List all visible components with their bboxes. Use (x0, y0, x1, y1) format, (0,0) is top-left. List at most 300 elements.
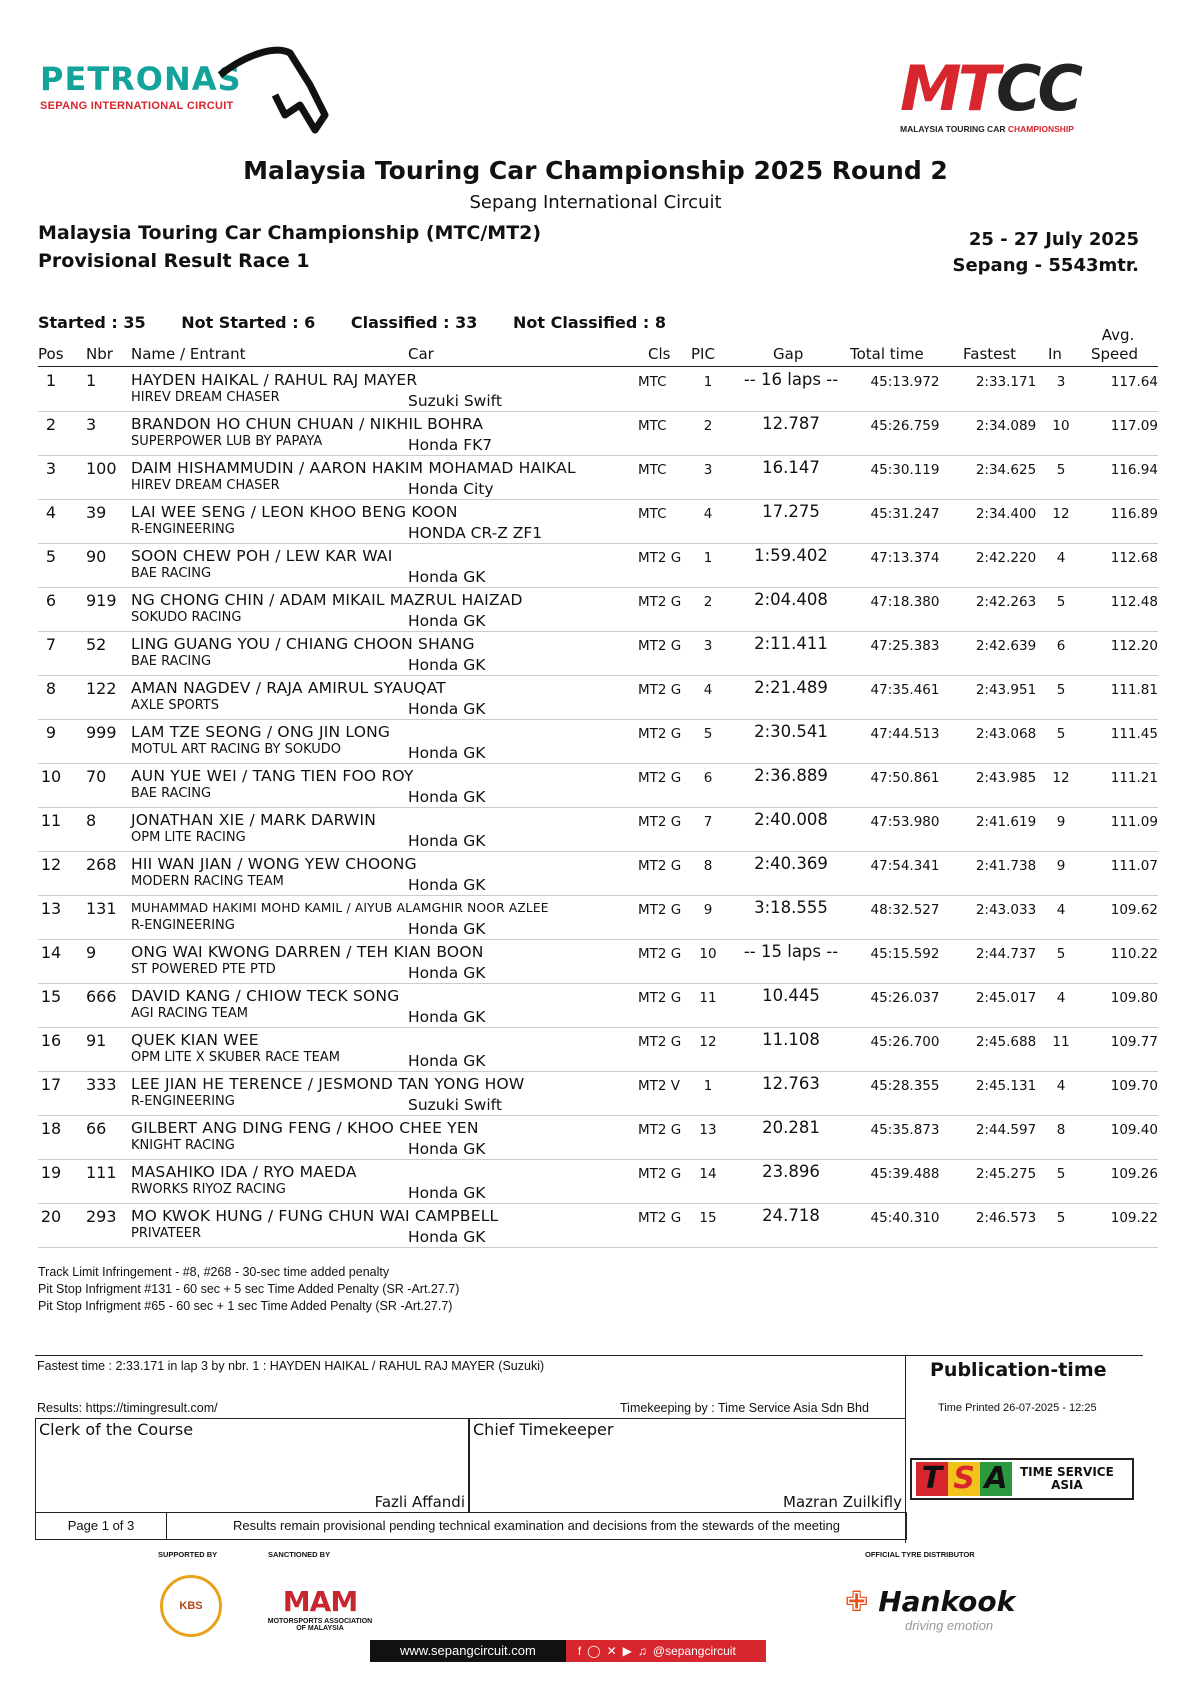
social-links[interactable] (566, 1640, 766, 1662)
fastest-lap-number-cell: 4 (1056, 550, 1066, 566)
gap-cell: 2:40.008 (754, 810, 828, 829)
position-cell: 17 (40, 1075, 62, 1094)
car-model-cell: Honda FK7 (408, 436, 493, 454)
position-in-class-cell: 14 (699, 1166, 717, 1182)
col-speed: Speed (1091, 345, 1139, 363)
class-cell: MT2 V (638, 1078, 681, 1094)
car-number-cell: 100 (86, 459, 117, 478)
position-cell: 20 (40, 1207, 62, 1226)
circuit-outline-icon (215, 45, 335, 135)
tsa-logo (910, 1458, 1134, 1500)
instagram-icon[interactable]: ◯ (587, 1644, 601, 1658)
car-number-cell: 919 (86, 591, 117, 610)
fastest-lap-number-cell: 5 (1056, 462, 1066, 478)
car-number-cell: 293 (86, 1207, 117, 1226)
entrant-cell: KNIGHT RACING (131, 1138, 235, 1153)
position-in-class-cell: 3 (703, 462, 713, 478)
table-row (38, 852, 1158, 896)
fastest-lap-cell: 2:45.275 (975, 1166, 1037, 1182)
series-name: Malaysia Touring Car Championship (MTC/MT2) (38, 222, 542, 244)
avg-speed-cell: 109.77 (1110, 1034, 1158, 1050)
gap-cell: 17.275 (762, 502, 820, 521)
gap-cell: 12.787 (762, 414, 820, 433)
fastest-lap-number-cell: 5 (1056, 1210, 1066, 1226)
note: Pit Stop Infrigment #131 - 60 sec + 5 sec Time Added Penalty (SR -Art.27.7) (38, 1282, 460, 1296)
col-total: Total time (850, 345, 924, 363)
table-row (38, 1204, 1158, 1248)
mtcc-logo (900, 52, 1130, 134)
entrant-cell: OPM LITE RACING (131, 830, 246, 845)
driver-names-cell: LEE JIAN HE TERENCE / JESMOND TAN YONG HOW (131, 1075, 525, 1093)
tsa-words: TIME SERVICE ASIA (1020, 1465, 1114, 1492)
class-cell: MT2 G (638, 770, 682, 786)
col-pic: PIC (691, 345, 715, 363)
avg-speed-cell: 109.80 (1110, 990, 1158, 1006)
chief-timekeeper-label: Chief Timekeeper (473, 1420, 614, 1439)
car-model-cell: Honda GK (408, 1140, 486, 1158)
total-time-cell: 45:26.700 (870, 1034, 940, 1050)
class-cell: MT2 G (638, 726, 682, 742)
position-cell: 11 (40, 811, 62, 830)
class-cell: MT2 G (638, 1034, 682, 1050)
publication-time-heading: Publication-time (930, 1359, 1107, 1381)
total-time-cell: 47:25.383 (870, 638, 940, 654)
position-cell: 10 (40, 767, 62, 786)
table-row (38, 500, 1158, 544)
position-cell: 19 (40, 1163, 62, 1182)
car-model-cell: Suzuki Swift (408, 1096, 502, 1114)
fastest-lap-number-cell: 4 (1056, 902, 1066, 918)
gap-cell: 23.896 (762, 1162, 820, 1181)
car-model-cell: Honda GK (408, 788, 486, 806)
table-row (38, 544, 1158, 588)
fastest-lap-number-cell: 3 (1056, 374, 1066, 390)
avg-speed-cell: 116.89 (1110, 506, 1158, 522)
petronas-subtitle: SEPANG INTERNATIONAL CIRCUIT (40, 100, 234, 112)
total-time-cell: 45:15.592 (870, 946, 940, 962)
car-number-cell: 90 (86, 547, 107, 566)
clerk-name: Fazli Affandi (374, 1493, 465, 1511)
col-cls: Cls (648, 345, 671, 363)
event-info (952, 227, 1139, 279)
car-number-cell: 70 (86, 767, 107, 786)
tsa-letters-icon: T S A (916, 1462, 1012, 1496)
table-row (38, 1116, 1158, 1160)
avg-speed-cell: 111.45 (1110, 726, 1158, 742)
entrant-cell: SUPERPOWER LUB BY PAPAYA (131, 434, 323, 449)
car-model-cell: Honda GK (408, 1008, 486, 1026)
entrant-cell: SOKUDO RACING (131, 610, 242, 625)
avg-speed-cell: 109.40 (1110, 1122, 1158, 1138)
avg-speed-cell: 109.26 (1110, 1166, 1158, 1182)
position-in-class-cell: 4 (703, 682, 713, 698)
not-started-count: Not Started : 6 (181, 313, 316, 332)
results-table-body (38, 368, 1158, 1248)
avg-speed-cell: 116.94 (1110, 462, 1158, 478)
timekeeping-line: Timekeeping by : Time Service Asia Sdn Bhd (620, 1401, 869, 1415)
class-cell: MT2 G (638, 638, 682, 654)
position-in-class-cell: 9 (703, 902, 713, 918)
position-in-class-cell: 2 (703, 594, 713, 610)
facebook-icon[interactable]: f (577, 1644, 582, 1658)
driver-names-cell: JONATHAN XIE / MARK DARWIN (131, 811, 377, 829)
results-url[interactable]: Results: https://timingresult.com/ (37, 1401, 218, 1415)
mam-subtitle: MOTORSPORTS ASSOCIATION OF MALAYSIA (267, 1618, 373, 1632)
col-gap: Gap (773, 345, 804, 363)
position-cell: 5 (45, 547, 57, 566)
driver-names-cell: HII WAN JIAN / WONG YEW CHOONG (131, 855, 417, 873)
driver-names-cell: HAYDEN HAIKAL / RAHUL RAJ MAYER (131, 371, 418, 389)
clerk-label: Clerk of the Course (39, 1420, 194, 1439)
fastest-lap-cell: 2:34.625 (975, 462, 1037, 478)
car-model-cell: Honda GK (408, 1184, 486, 1202)
driver-names-cell: LAM TZE SEONG / ONG JIN LONG (131, 723, 391, 741)
fastest-lap-number-cell: 5 (1056, 594, 1066, 610)
table-row (38, 1160, 1158, 1204)
avg-speed-cell: 112.68 (1110, 550, 1158, 566)
fastest-lap-number-cell: 5 (1056, 946, 1066, 962)
fastest-lap-cell: 2:43.985 (975, 770, 1037, 786)
venue: Sepang International Circuit (469, 192, 722, 213)
driver-names-cell: DAVID KANG / CHIOW TECK SONG (131, 987, 400, 1005)
classified-count: Classified : 33 (350, 313, 478, 332)
page-number: Page 1 of 3 (36, 1513, 167, 1539)
fastest-lap-cell: 2:43.068 (975, 726, 1037, 742)
fastest-lap-number-cell: 5 (1056, 1166, 1066, 1182)
fastest-lap-cell: 2:41.738 (975, 858, 1037, 874)
table-row (38, 764, 1158, 808)
avg-speed-cell: 111.07 (1110, 858, 1158, 874)
avg-speed-cell: 109.70 (1110, 1078, 1158, 1094)
total-time-cell: 47:44.513 (870, 726, 940, 742)
track-length: Sepang - 5543mtr. (952, 255, 1139, 276)
mtcc-wordmark-icon: MTCC (900, 52, 1080, 125)
position-in-class-cell: 1 (703, 374, 713, 390)
session-name: Provisional Result Race 1 (38, 250, 310, 272)
position-cell: 16 (40, 1031, 62, 1050)
fastest-lap-number-cell: 5 (1056, 682, 1066, 698)
car-model-cell: Honda City (408, 480, 494, 498)
tiktok-icon[interactable]: ♫ (637, 1644, 647, 1658)
table-row (38, 588, 1158, 632)
car-number-cell: 999 (86, 723, 117, 742)
avg-speed-cell: 109.62 (1110, 902, 1158, 918)
driver-names-cell: BRANDON HO CHUN CHUAN / NIKHIL BOHRA (131, 415, 484, 433)
car-number-cell: 91 (86, 1031, 107, 1050)
entrant-cell: MOTUL ART RACING BY SOKUDO (131, 742, 342, 757)
total-time-cell: 47:50.861 (870, 770, 940, 786)
gap-cell: -- 16 laps -- (743, 370, 839, 389)
position-in-class-cell: 3 (703, 638, 713, 654)
event-dates: 25 - 27 July 2025 (968, 229, 1139, 250)
avg-speed-cell: 109.22 (1110, 1210, 1158, 1226)
driver-names-cell: GILBERT ANG DING FENG / KHOO CHEE YEN (131, 1119, 479, 1137)
gap-cell: 11.108 (762, 1030, 820, 1049)
total-time-cell: 45:35.873 (870, 1122, 940, 1138)
table-row (38, 940, 1158, 984)
car-model-cell: Honda GK (408, 876, 486, 894)
entrant-cell: RWORKS RIYOZ RACING (131, 1182, 286, 1197)
entrant-cell: R-ENGINEERING (131, 918, 235, 933)
car-model-cell: Suzuki Swift (408, 392, 502, 410)
car-model-cell: Honda GK (408, 568, 486, 586)
clerk-signature-box (35, 1418, 469, 1513)
entrant-cell: HIREV DREAM CHASER (131, 478, 280, 493)
table-row (38, 896, 1158, 940)
car-number-cell: 52 (86, 635, 107, 654)
fastest-lap-cell: 2:42.639 (975, 638, 1037, 654)
entrant-cell: BAE RACING (131, 566, 212, 581)
not-classified-count: Not Classified : 8 (512, 313, 666, 332)
position-in-class-cell: 8 (703, 858, 713, 874)
driver-names-cell: LING GUANG YOU / CHIANG CHOON SHANG (131, 635, 475, 653)
fastest-lap-number-cell: 10 (1052, 418, 1070, 434)
driver-names-cell: ONG WAI KWONG DARREN / TEH KIAN BOON (131, 943, 484, 961)
car-model-cell: Honda GK (408, 832, 486, 850)
table-row (38, 456, 1158, 500)
entrant-cell: BAE RACING (131, 786, 212, 801)
fastest-lap-cell: 2:46.573 (975, 1210, 1037, 1226)
x-icon[interactable]: ✕ (606, 1644, 617, 1658)
mtcc-subtitle: MALAYSIA TOURING CAR CHAMPIONSHIP (900, 124, 1074, 134)
mam-logo (265, 1585, 375, 1632)
avg-speed-cell: 111.09 (1110, 814, 1158, 830)
position-in-class-cell: 4 (703, 506, 713, 522)
avg-speed-cell: 117.09 (1110, 418, 1158, 434)
car-number-cell: 111 (86, 1163, 117, 1182)
avg-speed-cell: 112.48 (1110, 594, 1158, 610)
entrant-cell: AGI RACING TEAM (131, 1006, 248, 1021)
position-cell: 8 (45, 679, 57, 698)
hankook-wordmark: ✙ Hankook (845, 1585, 1016, 1618)
avg-speed-cell: 117.64 (1110, 374, 1158, 390)
page-bar (35, 1512, 907, 1540)
entrant-cell: ST POWERED PTE PTD (131, 962, 276, 977)
fastest-lap-number-cell: 4 (1056, 1078, 1066, 1094)
penalty-notes (38, 1264, 459, 1315)
position-in-class-cell: 2 (703, 418, 713, 434)
car-number-cell: 66 (86, 1119, 107, 1138)
total-time-cell: 45:28.355 (870, 1078, 940, 1094)
fastest-lap-cell: 2:41.619 (975, 814, 1037, 830)
youtube-icon[interactable]: ▶ (622, 1644, 632, 1658)
fastest-lap-number-cell: 9 (1056, 814, 1066, 830)
total-time-cell: 45:30.119 (870, 462, 940, 478)
gap-cell: 12.763 (762, 1074, 820, 1093)
driver-names-cell: MUHAMMAD HAKIMI MOHD KAMIL / AIYUB ALAMGHIR NOOR AZLEE (131, 901, 549, 915)
website-bar (370, 1640, 766, 1662)
petronas-wordmark: PETRONAS (40, 60, 242, 98)
started-count: Started : 35 (38, 313, 146, 332)
fastest-lap-cell: 2:43.033 (975, 902, 1037, 918)
gap-cell: 2:21.489 (754, 678, 828, 697)
car-number-cell: 122 (86, 679, 117, 698)
col-car: Car (408, 345, 434, 363)
fastest-lap-cell: 2:44.737 (975, 946, 1037, 962)
avg-speed-cell: 110.22 (1110, 946, 1158, 962)
fastest-lap-cell: 2:45.131 (975, 1078, 1037, 1094)
fastest-lap-number-cell: 8 (1056, 1122, 1066, 1138)
position-cell: 6 (45, 591, 57, 610)
tyre-distributor-label: OFFICIAL TYRE DISTRIBUTOR (865, 1550, 975, 1559)
position-in-class-cell: 1 (703, 1078, 713, 1094)
class-cell: MTC (638, 418, 667, 434)
fastest-lap-number-cell: 12 (1052, 770, 1070, 786)
total-time-cell: 47:35.461 (870, 682, 940, 698)
hankook-logo (845, 1585, 1015, 1633)
total-time-cell: 47:18.380 (870, 594, 940, 610)
page-title: Malaysia Touring Car Championship 2025 Round 2 (243, 156, 948, 185)
fastest-lap-number-cell: 6 (1056, 638, 1066, 654)
kbs-logo: KBS (160, 1575, 222, 1637)
fastest-lap-cell: 2:45.017 (975, 990, 1037, 1006)
driver-names-cell: MO KWOK HUNG / FUNG CHUN WAI CAMPBELL (131, 1207, 499, 1225)
car-number-cell: 131 (86, 899, 117, 918)
total-time-cell: 47:53.980 (870, 814, 940, 830)
gap-cell: 2:04.408 (754, 590, 828, 609)
position-cell: 3 (45, 459, 57, 478)
total-time-cell: 45:26.037 (870, 990, 940, 1006)
position-in-class-cell: 15 (699, 1210, 717, 1226)
class-cell: MTC (638, 506, 667, 522)
car-model-cell: HONDA CR-Z ZF1 (408, 524, 543, 542)
position-in-class-cell: 12 (699, 1034, 717, 1050)
fastest-lap-number-cell: 5 (1056, 726, 1066, 742)
class-cell: MT2 G (638, 902, 682, 918)
car-model-cell: Honda GK (408, 612, 486, 630)
class-cell: MTC (638, 374, 667, 390)
footer-divider (35, 1355, 1143, 1356)
driver-names-cell: AMAN NAGDEV / RAJA AMIRUL SYAUQAT (131, 679, 446, 697)
position-cell: 7 (45, 635, 57, 654)
entrant-cell: R-ENGINEERING (131, 1094, 235, 1109)
social-handle[interactable]: @sepangcircuit (652, 1644, 736, 1658)
car-number-cell: 666 (86, 987, 117, 1006)
car-number-cell: 333 (86, 1075, 117, 1094)
table-row (38, 1072, 1158, 1116)
gap-cell: 3:18.555 (754, 898, 828, 917)
position-cell: 1 (45, 371, 57, 390)
entrant-cell: MODERN RACING TEAM (131, 874, 284, 889)
driver-names-cell: SOON CHEW POH / LEW KAR WAI (131, 547, 393, 565)
position-cell: 15 (40, 987, 62, 1006)
note: Track Limit Infringement - #8, #268 - 30-sec time added penalty (38, 1265, 390, 1279)
entrant-cell: PRIVATEER (131, 1226, 202, 1241)
driver-names-cell: MASAHIKO IDA / RYO MAEDA (131, 1163, 357, 1181)
fastest-lap-cell: 2:44.597 (975, 1122, 1037, 1138)
position-in-class-cell: 11 (699, 990, 717, 1006)
car-model-cell: Honda GK (408, 1228, 486, 1246)
total-time-cell: 45:31.247 (870, 506, 940, 522)
fastest-lap-cell: 2:33.171 (975, 374, 1037, 390)
driver-names-cell: AUN YUE WEI / TANG TIEN FOO ROY (131, 767, 414, 785)
car-number-cell: 3 (86, 415, 97, 434)
gap-cell: 2:36.889 (754, 766, 828, 785)
time-printed: Time Printed 26-07-2025 - 12:25 (938, 1402, 1097, 1414)
car-model-cell: Honda GK (408, 656, 486, 674)
col-name: Name / Entrant (131, 345, 246, 363)
position-in-class-cell: 5 (703, 726, 713, 742)
position-cell: 18 (40, 1119, 62, 1138)
mam-wordmark: MAM (282, 1585, 358, 1618)
entrant-cell: BAE RACING (131, 654, 212, 669)
gap-cell: 1:59.402 (754, 546, 828, 565)
car-number-cell: 268 (86, 855, 117, 874)
car-number-cell: 9 (86, 943, 97, 962)
avg-speed-cell: 112.20 (1110, 638, 1158, 654)
table-row (38, 412, 1158, 456)
table-row (38, 720, 1158, 764)
driver-names-cell: DAIM HISHAMMUDIN / AARON HAKIM MOHAMAD HAIKAL (131, 459, 576, 477)
col-pos: Pos (38, 345, 64, 363)
fastest-lap-cell: 2:34.089 (975, 418, 1037, 434)
total-time-cell: 47:13.374 (870, 550, 940, 566)
footer-box (35, 1355, 1143, 1547)
col-in: In (1048, 345, 1062, 363)
fastest-lap-cell: 2:45.688 (975, 1034, 1037, 1050)
avg-speed-cell: 111.21 (1110, 770, 1158, 786)
col-avg: Avg. (1101, 326, 1135, 344)
fastest-lap-number-cell: 11 (1052, 1034, 1070, 1050)
driver-names-cell: LAI WEE SENG / LEON KHOO BENG KOON (131, 503, 458, 521)
table-row (38, 1028, 1158, 1072)
fastest-lap-number-cell: 9 (1056, 858, 1066, 874)
total-time-cell: 45:26.759 (870, 418, 940, 434)
total-time-cell: 45:40.310 (870, 1210, 940, 1226)
class-cell: MT2 G (638, 1122, 682, 1138)
total-time-cell: 48:32.527 (870, 902, 940, 918)
car-number-cell: 8 (86, 811, 97, 830)
col-nbr: Nbr (86, 345, 113, 363)
sanctioned-by-label: SANCTIONED BY (268, 1550, 331, 1559)
car-model-cell: Honda GK (408, 744, 486, 762)
position-in-class-cell: 7 (703, 814, 713, 830)
gap-cell: 10.445 (762, 986, 820, 1005)
entrant-cell: OPM LITE X SKUBER RACE TEAM (131, 1050, 340, 1065)
fastest-lap-cell: 2:34.400 (975, 506, 1037, 522)
car-model-cell: Honda GK (408, 920, 486, 938)
fastest-lap-cell: 2:42.263 (975, 594, 1037, 610)
gap-cell: 20.281 (762, 1118, 820, 1137)
disclaimer: Results remain provisional pending technical examination and decisions from the stewards of the meeting (233, 1518, 840, 1533)
car-number-cell: 1 (86, 371, 97, 390)
class-cell: MT2 G (638, 1166, 682, 1182)
hankook-tagline: driving emotion (905, 1618, 994, 1633)
col-fastest: Fastest (963, 345, 1017, 363)
gap-cell: 2:30.541 (754, 722, 828, 741)
fastest-lap-cell: 2:43.951 (975, 682, 1037, 698)
table-row (38, 984, 1158, 1028)
class-cell: MT2 G (638, 550, 682, 566)
class-cell: MT2 G (638, 1210, 682, 1226)
table-row (38, 808, 1158, 852)
driver-names-cell: QUEK KIAN WEE (131, 1031, 259, 1049)
table-row (38, 632, 1158, 676)
fastest-lap-number-cell: 12 (1052, 506, 1070, 522)
position-cell: 9 (45, 723, 57, 742)
website-link[interactable]: www.sepangcircuit.com (370, 1640, 566, 1662)
car-model-cell: Honda GK (408, 964, 486, 982)
results-table-header (38, 326, 1158, 367)
session-header (38, 219, 541, 275)
avg-speed-cell: 111.81 (1110, 682, 1158, 698)
class-cell: MT2 G (638, 682, 682, 698)
chief-timekeeper-name: Mazran Zuilkifly (783, 1493, 902, 1511)
entrant-cell: HIREV DREAM CHASER (131, 390, 280, 405)
entrant-cell: AXLE SPORTS (131, 698, 219, 713)
class-cell: MT2 G (638, 594, 682, 610)
gap-cell: 16.147 (762, 458, 820, 477)
